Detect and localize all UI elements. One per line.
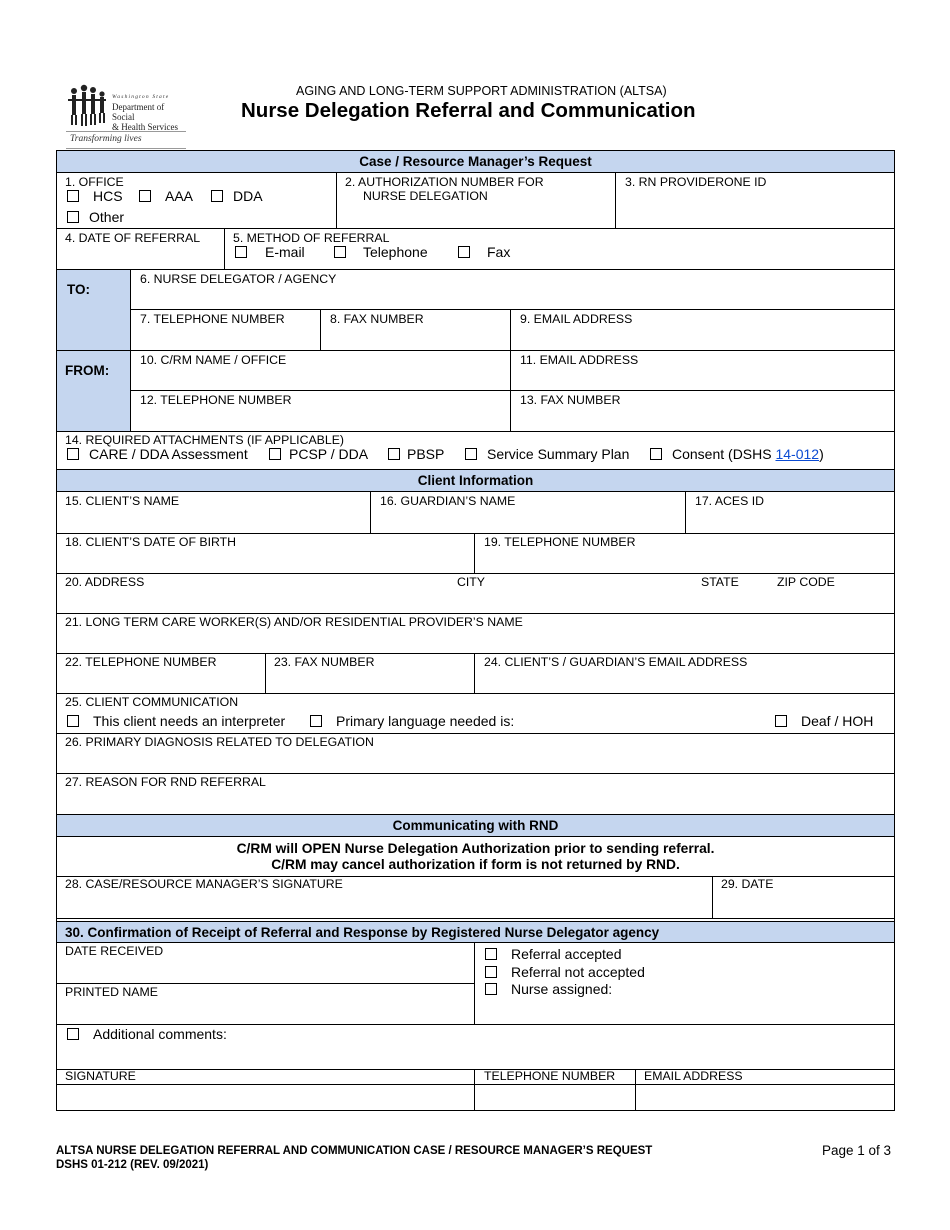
referral-form: [56, 150, 895, 1111]
auth-label-1: 2. AUTHORIZATION NUMBER FOR: [345, 175, 544, 189]
rn-label: 3. RN PROVIDERONE ID: [625, 175, 767, 189]
client-email-label: 24. CLIENT’S / GUARDIAN’S EMAIL ADDRESS: [484, 655, 748, 669]
worker-fax-label: 23. FAX NUMBER: [274, 655, 375, 669]
section-header-client: Client Information: [57, 470, 894, 492]
zip-label: ZIP CODE: [777, 575, 835, 589]
crm-label: 10. C/RM NAME / OFFICE: [140, 353, 287, 367]
office-label: 1. OFFICE: [65, 175, 124, 189]
method-label: 5. METHOD OF REFERRAL: [233, 231, 390, 245]
option-consent: Consent (DSHS 14-012): [672, 446, 824, 462]
page-title: Nurse Delegation Referral and Communication: [241, 99, 696, 122]
logo-tagline: Transforming lives: [70, 134, 142, 144]
to-email-label: 9. EMAIL ADDRESS: [520, 312, 633, 326]
worker-phone-label: 22. TELEPHONE NUMBER: [65, 655, 217, 669]
city-label: CITY: [457, 575, 486, 589]
checkbox-primary-language[interactable]: [310, 715, 322, 727]
checkbox-consent[interactable]: [650, 448, 662, 460]
auth-label-2: NURSE DELEGATION: [363, 189, 488, 203]
option-telephone: Telephone: [363, 244, 428, 260]
checkbox-referral-not-accepted[interactable]: [485, 966, 497, 978]
date-received-label: DATE RECEIVED: [65, 944, 164, 958]
option-interpreter: This client needs an interpreter: [93, 713, 286, 729]
checkbox-pbsp[interactable]: [388, 448, 400, 460]
to-label: TO:: [67, 282, 90, 297]
to-phone-label: 7. TELEPHONE NUMBER: [140, 312, 285, 326]
checkbox-interpreter[interactable]: [67, 715, 79, 727]
option-fax: Fax: [487, 244, 511, 260]
checkbox-deaf-hoh[interactable]: [775, 715, 787, 727]
from-label: FROM:: [65, 363, 110, 378]
checkbox-referral-accepted[interactable]: [485, 948, 497, 960]
from-phone-label: 12. TELEPHONE NUMBER: [140, 393, 292, 407]
crm-note-cancel: C/RM may cancel authorization if form is not returned by RND.: [271, 857, 680, 872]
additional-comments-label: Additional comments:: [93, 1026, 227, 1042]
checkbox-service-summary[interactable]: [465, 448, 477, 460]
agency-name: AGING AND LONG-TERM SUPPORT ADMINISTRATION (ALTSA): [296, 84, 667, 98]
crm-signature-label: 28. CASE/RESOURCE MANAGER’S SIGNATURE: [65, 877, 343, 891]
attach-label: 14. REQUIRED ATTACHMENTS (IF APPLICABLE): [65, 433, 345, 447]
logo-state-text: Washington State: [112, 94, 170, 100]
option-pbsp: PBSP: [407, 446, 445, 462]
checkbox-aaa[interactable]: [139, 190, 151, 202]
option-deaf-hoh: Deaf / HOH: [801, 713, 874, 729]
section-header-confirmation: 30. Confirmation of Receipt of Referral and Response by Registered Nurse Delegator agency: [57, 921, 894, 943]
diagnosis-label: 26. PRIMARY DIAGNOSIS RELATED TO DELEGATION: [65, 735, 374, 749]
option-referral-not-accepted: Referral not accepted: [511, 964, 645, 980]
ltc-worker-label: 21. LONG TERM CARE WORKER(S) AND/OR RESIDENTIAL PROVIDER’S NAME: [65, 615, 523, 629]
rnd-email-label: EMAIL ADDRESS: [644, 1069, 743, 1083]
option-dda: DDA: [233, 188, 263, 204]
option-referral-accepted: Referral accepted: [511, 946, 622, 962]
footer-form-number: DSHS 01-212 (REV. 09/2021): [56, 1159, 209, 1171]
form-footer: [56, 1144, 652, 1172]
client-phone-label: 19. TELEPHONE NUMBER: [484, 535, 636, 549]
aces-id-label: 17. ACES ID: [695, 494, 765, 508]
dshs-figures-icon: [66, 84, 108, 128]
from-fax-label: 13. FAX NUMBER: [520, 393, 621, 407]
date-referral-label: 4. DATE OF REFERRAL: [65, 231, 201, 245]
checkbox-email[interactable]: [235, 246, 247, 258]
option-email: E-mail: [265, 244, 305, 260]
option-service-summary: Service Summary Plan: [487, 446, 630, 462]
dob-label: 18. CLIENT’S DATE OF BIRTH: [65, 535, 237, 549]
checkbox-care-dda[interactable]: [67, 448, 79, 460]
checkbox-other[interactable]: [67, 211, 79, 223]
option-hcs: HCS: [93, 188, 123, 204]
section-header-communicating: Communicating with RND: [57, 815, 894, 837]
checkbox-nurse-assigned[interactable]: [485, 983, 497, 995]
checkbox-fax[interactable]: [458, 246, 470, 258]
consent-form-link[interactable]: 14-012: [775, 446, 820, 462]
reason-label: 27. REASON FOR RND REFERRAL: [65, 775, 266, 789]
option-nurse-assigned: Nurse assigned:: [511, 981, 613, 997]
checkbox-telephone[interactable]: [334, 246, 346, 258]
footer-form-title: ALTSA NURSE DELEGATION REFERRAL AND COMMUNICATION CASE / RESOURCE MANAGER’S REQUEST: [56, 1145, 653, 1157]
checkbox-hcs[interactable]: [67, 190, 79, 202]
crm-date-label: 29. DATE: [721, 877, 774, 891]
checkbox-pcsp[interactable]: [269, 448, 281, 460]
to-fax-label: 8. FAX NUMBER: [330, 312, 424, 326]
option-care-dda: CARE / DDA Assessment: [89, 446, 248, 462]
checkbox-dda[interactable]: [211, 190, 223, 202]
option-other: Other: [89, 209, 125, 225]
option-aaa: AAA: [165, 188, 194, 204]
rnd-signature-label: SIGNATURE: [65, 1069, 136, 1083]
address-label: 20. ADDRESS: [65, 575, 145, 589]
state-label: STATE: [701, 575, 739, 589]
option-primary-language: Primary language needed is:: [336, 713, 515, 729]
guardian-name-label: 16. GUARDIAN’S NAME: [380, 494, 516, 508]
checkbox-additional-comments[interactable]: [67, 1028, 79, 1040]
dshs-logo: [64, 82, 188, 150]
client-name-label: 15. CLIENT’S NAME: [65, 494, 180, 508]
rnd-telephone-label: TELEPHONE NUMBER: [484, 1069, 616, 1083]
communication-label: 25. CLIENT COMMUNICATION: [65, 695, 239, 709]
crm-note-open: C/RM will OPEN Nurse Delegation Authorization prior to sending referral.: [236, 841, 715, 856]
delegator-label: 6. NURSE DELEGATOR / AGENCY: [140, 272, 337, 286]
printed-name-label: PRINTED NAME: [65, 985, 158, 999]
from-email-label: 11. EMAIL ADDRESS: [520, 353, 639, 367]
option-pcsp: PCSP / DDA: [289, 446, 369, 462]
logo-dept-text: Department of Social & Health Services: [112, 102, 178, 132]
section-header-request: Case / Resource Manager’s Request: [57, 151, 894, 173]
page-number: Page 1 of 3: [822, 1143, 892, 1158]
